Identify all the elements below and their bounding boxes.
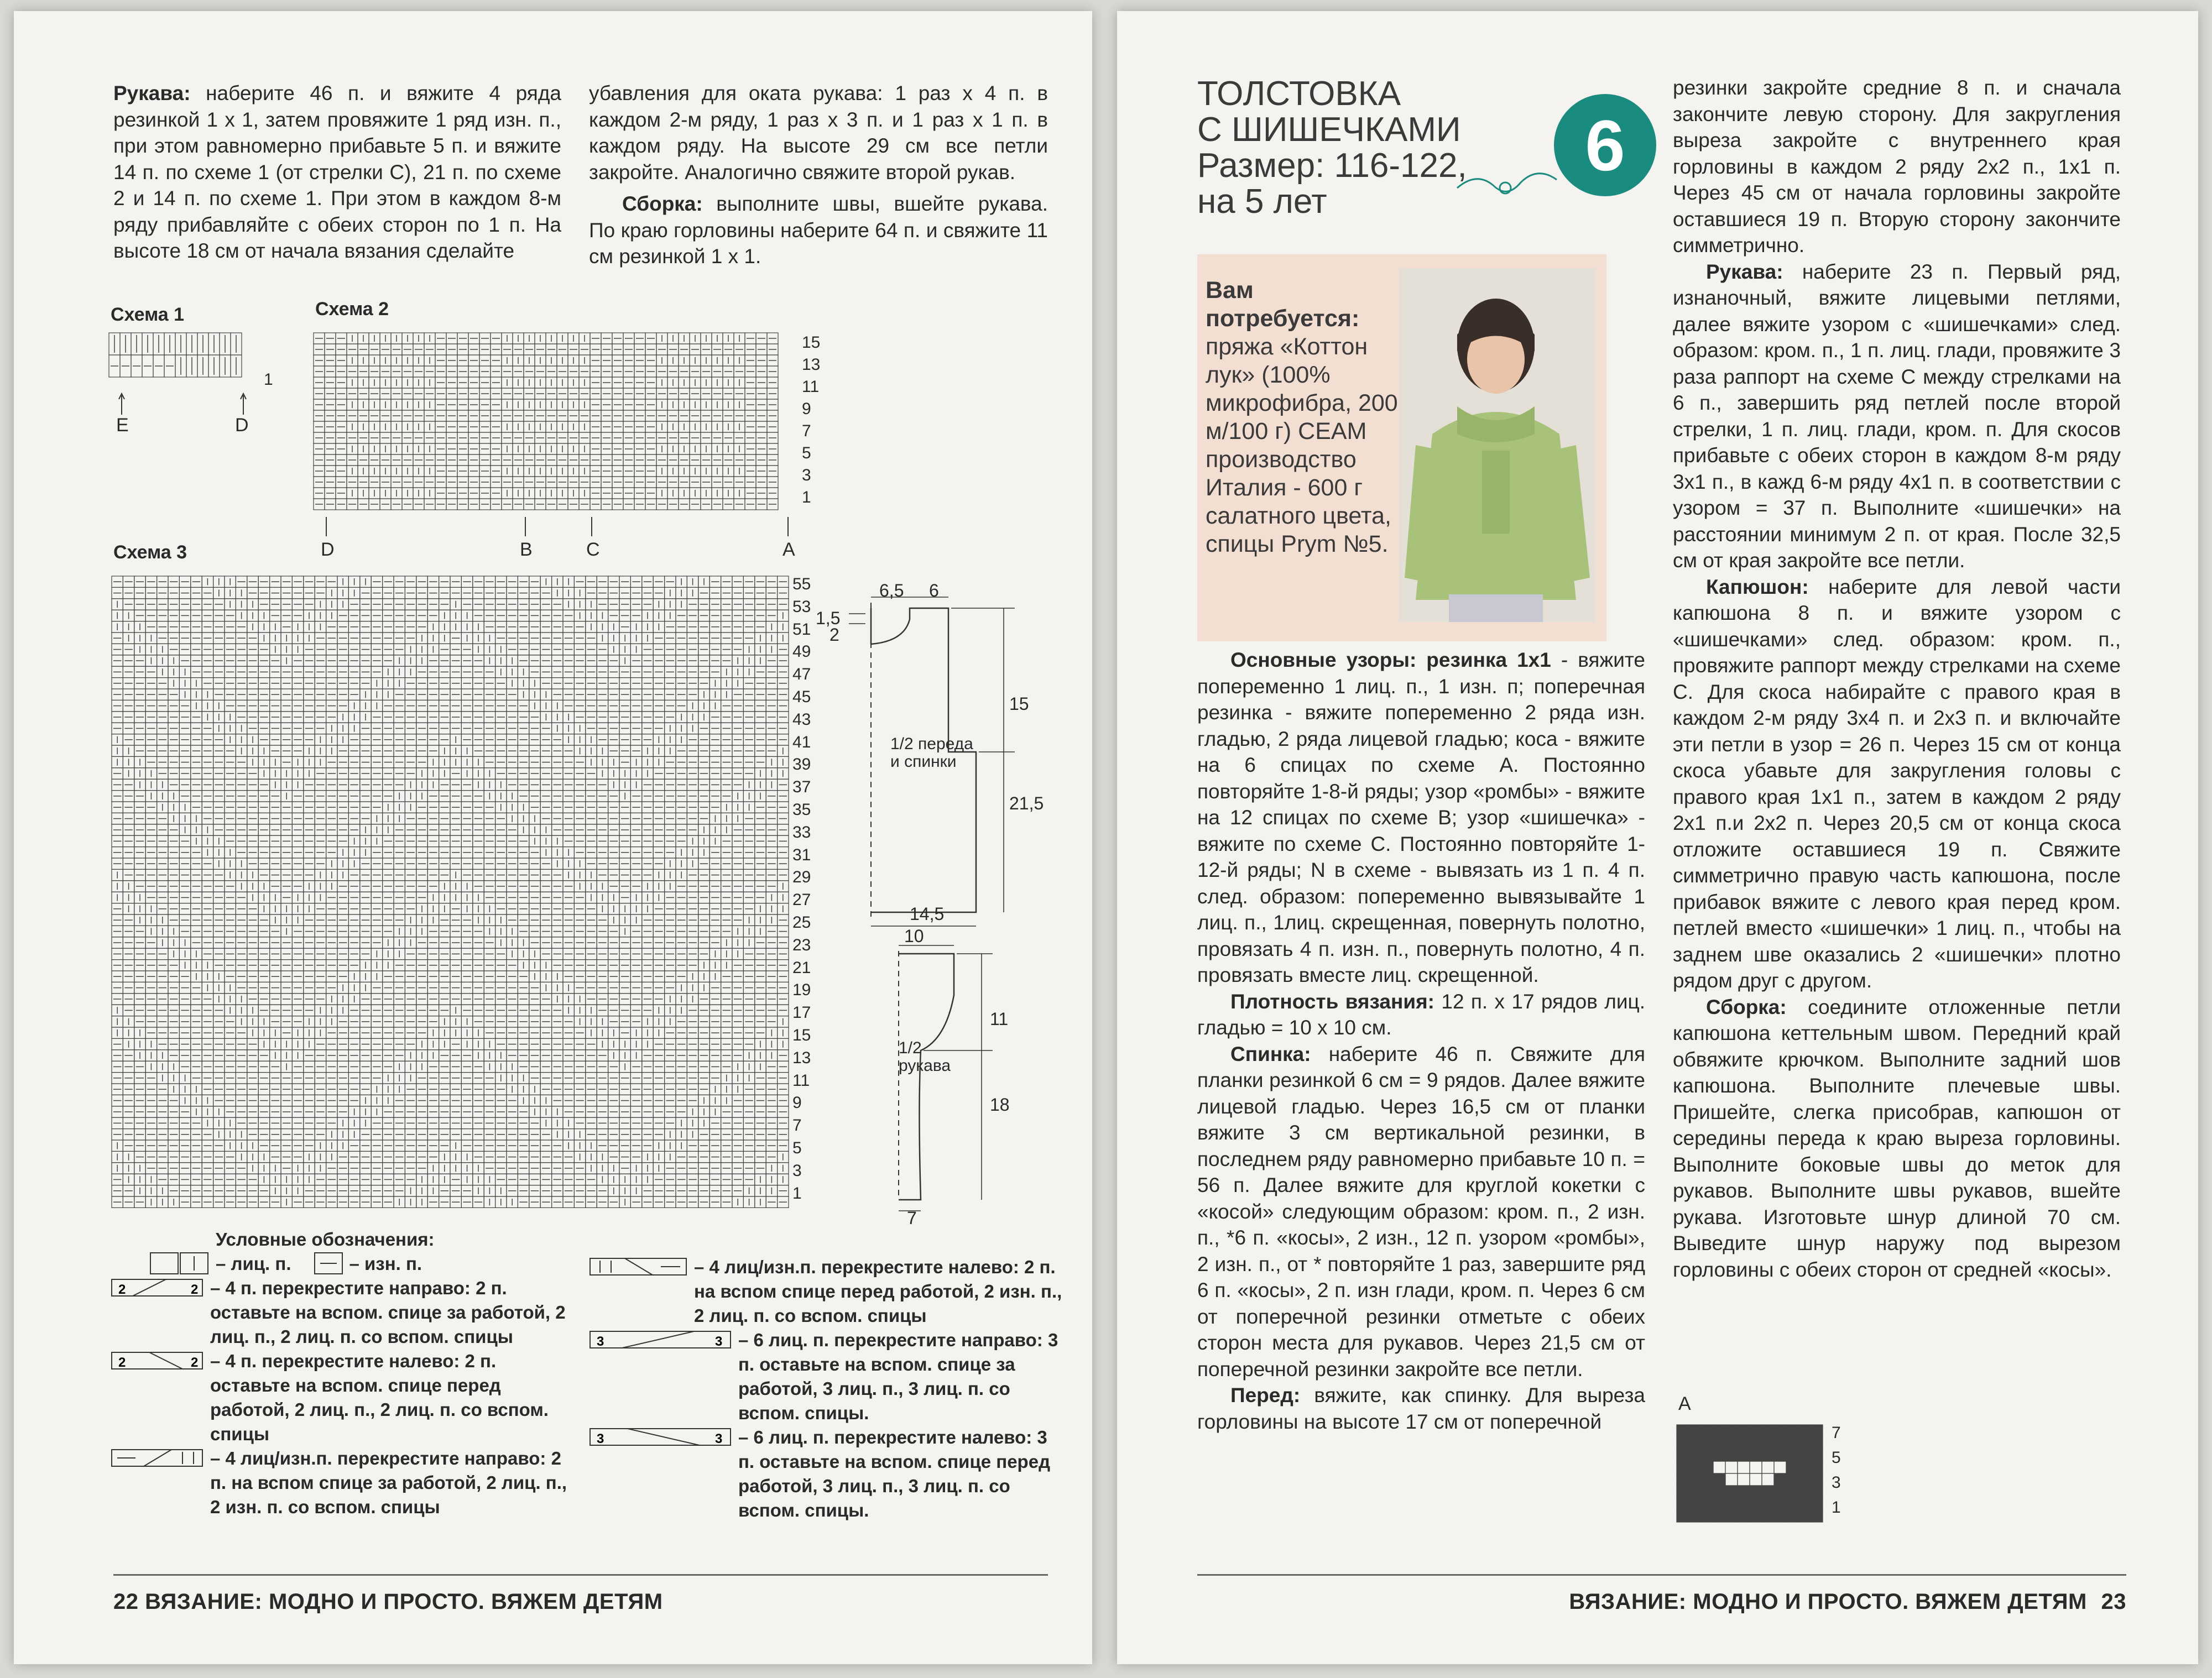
scheme-3-grid (111, 575, 791, 1211)
sleeve-dim-top: 10 (904, 926, 924, 946)
scheme-3-row: 13 (792, 1048, 811, 1067)
legend-row (589, 1425, 1065, 1523)
left-footer: 22 ВЯЗАНИЕ: МОДНО И ПРОСТО. ВЯЖЕМ ДЕТЯМ (113, 1590, 663, 1614)
scheme-3-row: 3 (792, 1161, 802, 1180)
scheme-2-arrow-b: B (520, 539, 533, 560)
back-paragraph: Спинка: наберите 46 п. Свяжите для планки резинкой 6 см = 9 рядов. Далее вяжите лицевой гладью. Через 16,5 см от планки вяжите 3 см вертикальной резинки, в последнем ряду равномерно прибавьте 10 п. = 56 п. Далее вяжите для круглой кокетки с «косой» следующим образом: кром. п., 2 изн. п., *6 п. «косы», 2 изн., 12 п. узором «ромбы», 2 изн. п., от * повторяйте 1 раз, завершите ряд 6 п. «косы», 2 п. изн глади, кром. п. Через 6 см от поперечной резинки отметьте с обеих сторон места для рукавов. Через 21,5 см от поперечной резинки закройте все петли. (1197, 1042, 1645, 1381)
decorative-swirl-icon (1454, 149, 1559, 205)
scheme-2-grid (312, 332, 799, 514)
pattern-number-badge: 6 (1554, 94, 1656, 196)
scheme-3-row: 15 (792, 1026, 811, 1044)
right-footer-text: ВЯЗАНИЕ: МОДНО И ПРОСТО. ВЯЖЕМ ДЕТЯМ (1569, 1590, 2087, 1614)
right-col-1 (1197, 647, 1645, 1435)
sleeve-pattern-diagram (877, 940, 1053, 1227)
scheme-2-label: Схема 2 (315, 299, 389, 320)
sleeve-piece-label: 1/2 рукава (899, 1039, 951, 1075)
scheme-3-row: 55 (792, 575, 811, 593)
scheme-2-arrows (312, 514, 799, 539)
scheme-3-label: Схема 3 (113, 542, 187, 563)
scheme-3-row: 45 (792, 688, 811, 706)
cross-right-6-icon (589, 1328, 733, 1351)
scheme-3-row: 41 (792, 733, 811, 751)
sleeve-dim-cuff: 7 (907, 1208, 917, 1228)
scheme-2-arrow-d: D (321, 539, 335, 560)
scheme-3-row: 29 (792, 868, 811, 887)
legend-text: – 6 лиц. п. перекрестите налево: 3 п. оставьте на вспом. спице перед работой, 3 лиц. п., 3 лиц. п. со вспом. спицы. (738, 1427, 1051, 1520)
left-page (14, 11, 1092, 1664)
legend-text: – 4 лиц/изн.п. перекрестите направо: 2 п. на вспом спице за работой, 2 лиц. п., 2 изн. п. со вспом. спицы (210, 1448, 567, 1517)
cross-right-4-icon (111, 1276, 205, 1299)
scheme-1-arrow-d: D (235, 415, 249, 436)
body-dim-width: 14,5 (910, 904, 945, 924)
scheme-3-row: 19 (792, 981, 811, 1000)
scheme-1-arrow-e: E (116, 415, 129, 436)
scheme-2-row: 15 (802, 333, 821, 352)
scheme-3-row: 53 (792, 597, 811, 616)
scheme-3-row: 7 (792, 1116, 802, 1135)
scheme-3-row: 35 (792, 801, 811, 819)
scheme-2-row: 9 (802, 400, 811, 418)
left-footer-rule (113, 1574, 1048, 1576)
article-age: на 5 лет (1197, 182, 1327, 221)
right-page-number: 23 (2101, 1590, 2126, 1614)
scheme-3-row: 51 (792, 620, 811, 639)
article-title-2: С ШИШЕЧКАМИ (1197, 111, 1461, 149)
scheme-2-arrow-c: C (586, 539, 600, 560)
legend-left (111, 1227, 581, 1519)
scheme-2-arrow-a: A (782, 539, 795, 560)
scheme-a-grid (1676, 1424, 1830, 1523)
sleeve-dim-cap: 11 (990, 1009, 1009, 1029)
scheme-3-row: 1 (792, 1184, 802, 1203)
scheme-2-row: 13 (802, 356, 821, 374)
body-dim-armhole: 15 (1009, 694, 1029, 714)
body-dim-neck-2: 6 (929, 581, 939, 600)
materials-body: пряжа «Коттон лук» (100% микрофибра, 200 м/100 г) CEAM производство Италия - 600 г салатного цвета, спицы Prym №5. (1206, 333, 1398, 557)
child-photo (1399, 268, 1595, 622)
sleeves-paragraph: Рукава: наберите 23 п. Первый ряд, изнаночный, вяжите лицевыми петлями, далее вяжите узором с «шишечками» след. образом: кром. п., 1 п. лиц. глади, провяжите 3 раза раппорт на схеме С между стрелками на 6 п., завершить ряд петлей после второй стрелки, 1 п. лиц. глади, кром. п. Для скосов прибавьте с обеих сторон в каждом 8-м ряду 3х1 п., в кажд 6-м ряду 4х1 п. в соответствии с узором = 37 п. Выполните «шишечки» на расстоянии минимум 2 п. от края. После 32,5 см от края закройте все петли. (1673, 260, 2121, 572)
legend-row (589, 1255, 1065, 1328)
legend-row (111, 1446, 581, 1519)
body-dim-length: 21,5 (1009, 793, 1044, 813)
article-title-1: ТОЛСТОВКА (1197, 75, 1401, 113)
scheme-1-row-1: 1 (264, 370, 273, 389)
patterns-paragraph: Основные узоры: резинка 1х1 - вяжите попеременно 1 лиц. п., 1 изн. п; поперечная резинка - вяжите попеременно 2 ряда изн. гладью, 2 ряда лицевой гладью; коса - вяжите на 6 спицах по схеме А. Постоянно повторяйте 1-8-й ряды; узор «ромбы» - вяжите на 12 спицах по схеме В; узор «шишечка» - вяжите по схеме С. Постоянно повторяйте 1-12-й ряды; N в схеме - вывязать из 1 п. 4 п. след. образом: попеременно вывязывайте 1 лиц. п., 1лиц. скрещенная, повернуть полотно, провязать 4 п. изн. п., повернуть полотно, 4 п. провязать вместе лиц. скрещенной. (1197, 649, 1646, 986)
scheme-3-row: 25 (792, 913, 811, 932)
purl-stitch-icon (314, 1252, 344, 1275)
left-col-2 (589, 80, 1048, 270)
body-dim-depth-2: 2 (830, 625, 839, 645)
scheme-2-row: 7 (802, 422, 811, 440)
scheme-3-row: 49 (792, 642, 811, 661)
scheme-3-row: 23 (792, 935, 811, 954)
body-dim-depth-1: 1,5 (816, 608, 841, 628)
front-paragraph: Перед: вяжите, как спинку. Для выреза горловины на высоте 17 см от поперечной (1197, 1384, 1645, 1433)
scheme-a-row: 5 (1832, 1449, 1841, 1467)
hood-paragraph: Капюшон: наберите для левой части капюшона 8 п. и вяжите узором с «шишечками» след. образом: кром. п., провяжите раппорт между стрелками на схеме С. Для скоса набирайте с правого края в каждом 2-м ряду 3х4 п. и 2х3 п. и включайте эти петли в узор = 26 п. Через 15 см от конца скоса убавьте для закругления головы с правого края 1х1 п., затем в каждом 2 ряду 2х1 п.и 2х2 п. Через 20,5 см от конца скоса отложите оставшиеся 19 п. Свяжите симметрично правую часть капюшона, после прибавок вяжите с левого края перед кром. петлей вместо «шишечки» 1 лиц. п., чтобы на заднем шве оказались 2 «шишечки» плотно рядом друг с другом. (1673, 575, 2121, 992)
cross-knit-purl-left-icon (589, 1255, 688, 1278)
legend-right (589, 1255, 1065, 1523)
right-footer-rule (1197, 1574, 2126, 1576)
front-cont-paragraph: резинки закройте средние 8 п. и сначала закончите левую сторону. Для закругления выреза закройте с внутреннего края горловины в каждом 2 ряду 2х2 п., 1х1 п. Через 45 см от начала горловины закройте оставшиеся 19 п. Вторую сторону закончите симметрично. (1673, 76, 2121, 257)
scheme-3-row: 39 (792, 755, 811, 774)
right-col-2 (1673, 75, 2121, 1283)
body-piece-label: 1/2 переда и спинки (890, 735, 973, 771)
body-dim-neck-1: 6,5 (879, 581, 904, 600)
materials-heading: Вам потребуется: (1206, 277, 1360, 332)
scheme-3-row: 31 (792, 845, 811, 864)
scheme-a-row: 7 (1832, 1424, 1841, 1442)
scheme-3-row: 37 (792, 778, 811, 797)
legend-text: – 4 п. перекрестите налево: 2 п. оставьте на вспом. спице перед работой, 2 лиц. п., 2 лиц. п. со вспом. спицы (210, 1351, 549, 1444)
cross-left-4-icon (111, 1349, 205, 1372)
legend-title: Условные обозначения: (216, 1229, 435, 1250)
scheme-3-row: 17 (792, 1003, 811, 1022)
knit-stitch-icon (149, 1252, 210, 1275)
gauge-paragraph: Плотность вязания: 12 п. х 17 рядов лиц. гладью = 10 х 10 см. (1197, 990, 1645, 1039)
cross-knit-purl-right-icon (111, 1446, 205, 1470)
scheme-2-row: 1 (802, 488, 811, 506)
scheme-a-row: 1 (1832, 1498, 1841, 1517)
assembly-paragraph: Сборка: соедините отложенные петли капюшона кеттельным швом. Передний край обвяжите крючком. Выполните задний шов капюшона. Выполните плечевые швы. Пришейте, слегка присобрав, капюшон от середины переда к краю выреза горловины. Выполните боковые швы до меток для рукавов. Выполните швы рукавов, вшейте рукава. Изготовьте шнур длиной 70 см. Выведите шнур наружу под вырезом горловины с обеих сторон от средней «косы». (1673, 995, 2121, 1281)
scheme-3-row: 21 (792, 958, 811, 977)
right-footer (1569, 1590, 2126, 1614)
scheme-3-row: 5 (792, 1139, 802, 1157)
article-size: Размер: 116-122, (1197, 147, 1467, 185)
scheme-3-row: 47 (792, 665, 811, 684)
materials-text (1206, 276, 1405, 558)
legend-text: – 6 лиц. п. перекрестите направо: 3 п. оставьте на вспом. спице за работой, 3 лиц. п., 3 лиц. п. со вспом. спицы. (738, 1330, 1058, 1423)
scheme-3-row: 33 (792, 823, 811, 841)
legend-text: – 4 п. перекрестите направо: 2 п. оставьте на вспом. спице за работой, 2 лиц. п., 2 лиц. п. со вспом. спицы (210, 1278, 566, 1347)
sleeves-paragraph: Рукава: наберите 46 п. и вяжите 4 ряда резинкой 1 х 1, затем провяжите 1 ряд изн. п., при этом равномерно прибавьте 5 п. и вяжите 14 п. по схеме 1 (от стрелки С), 21 п. по схеме 2 и 14 п. по схеме 1. При этом в каждом 8-м ряду прибавляйте с обеих сторон по 1 п. На высоте 18 см от начала вязания сделайте (113, 82, 561, 262)
legend-text: – лиц. п. (216, 1253, 291, 1274)
assembly-paragraph: Сборка: выполните швы, вшейте рукава. По краю горловины наберите 64 п. и свяжите 11 см резинкой 1 х 1. (589, 192, 1048, 268)
legend-row (111, 1276, 581, 1349)
scheme-a-row: 3 (1832, 1473, 1841, 1492)
scheme-1-grid (108, 332, 263, 393)
legend-text: – 4 лиц/изн.п. перекрестите налево: 2 п. на вспом спице перед работой, 2 изн. п., 2 лиц. п. со вспом. спицы (694, 1257, 1062, 1326)
cross-left-6-icon (589, 1425, 733, 1449)
scheme-2-row: 3 (802, 466, 811, 484)
scheme-3-row: 9 (792, 1094, 802, 1112)
sleeves-cont-paragraph: убавления для оката рукава: 1 раз х 4 п. в каждом 2-м ряду, 1 раз х 3 п. и 1 раз х 1 п. в каждом ряду. На высоте 29 см все петли закройте. Аналогично свяжите второй рукав. (589, 82, 1048, 184)
legend-row (589, 1328, 1065, 1425)
scheme-3-row: 11 (792, 1071, 810, 1090)
legend-row (111, 1349, 581, 1446)
scheme-a-label: A (1678, 1393, 1691, 1414)
scheme-1-label: Схема 1 (111, 304, 185, 325)
scheme-2-row: 5 (802, 444, 811, 462)
legend-row (111, 1252, 581, 1276)
sleeve-dim-length: 18 (990, 1095, 1010, 1115)
legend-text: – изн. п. (349, 1253, 422, 1274)
scheme-3-row: 43 (792, 710, 811, 729)
scheme-2-row: 11 (802, 378, 820, 396)
left-col-1 (113, 80, 561, 264)
scheme-3-row: 27 (792, 891, 811, 909)
scheme-1-arrows (108, 393, 263, 417)
right-page (1117, 11, 2198, 1664)
